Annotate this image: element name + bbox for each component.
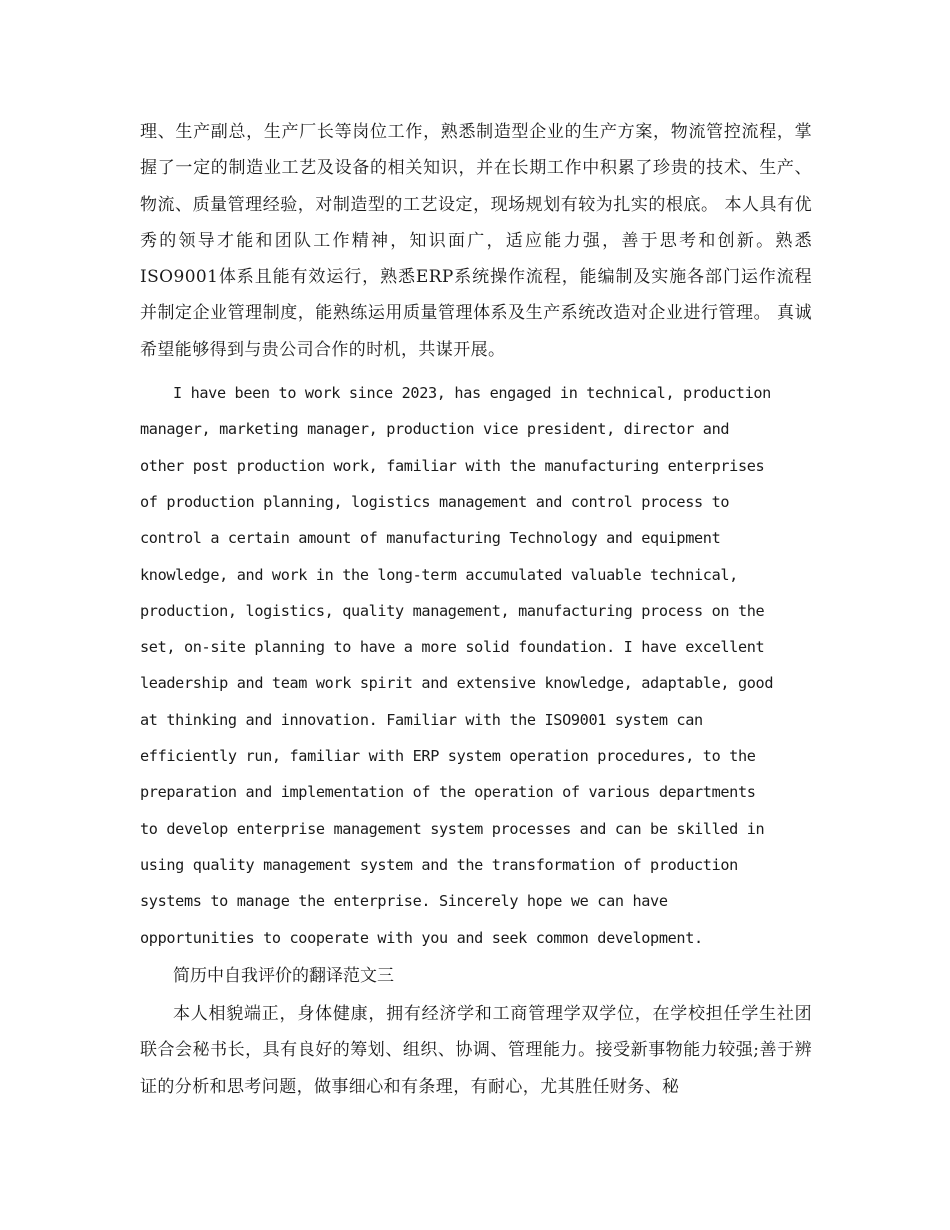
english-line: other post production work, familiar with the manufacturing enterprises [140,456,765,475]
section-heading: 简历中自我评价的翻译范文三 [173,965,394,986]
english-paragraph [140,375,812,956]
english-line: production, logistics, quality management, manufacturing process on the [140,601,765,620]
chinese-paragraph-continued: 理、生产副总，生产厂长等岗位工作，熟悉制造型企业的生产方案，物流管控流程，掌握了一定的制造业工艺及设备的相关知识，并在长期工作中积累了珍贵的技术、生产、物流、质量管理经验，对制造型的工艺设定，现场规划有较为扎实的根底。 本人具有优秀的领导才能和团队工作精神，知识面广，适应能力强，善于思考和创新。熟悉ISO9001体系且能有效运行，熟悉ERP系统操作流程，能编制及实施各部门运作流程并制定企业管理制度，能熟练运用质量管理体系及生产系统改造对企业进行管理。 真诚希望能够得到与贵公司合作的时机，共谋开展。 [140,122,812,360]
english-line: systems to manage the enterprise. Sincerely hope we can have [140,892,668,911]
english-line: to develop enterprise management system processes and can be skilled in [140,819,765,838]
english-line: of production planning, logistics management and control process to [140,492,730,511]
english-line: set, on-site planning to have a more solid foundation. I have excellent [140,638,765,657]
english-line: leadership and team work spirit and extensive knowledge, adaptable, good [140,674,774,693]
english-line: efficiently run, familiar with ERP system operation procedures, to the [140,747,756,766]
english-line: I have been to work since 2023, has engaged in technical, production [173,384,771,403]
document-page [140,114,812,1105]
english-line: preparation and implementation of the operation of various departments [140,783,756,802]
english-line: opportunities to cooperate with you and seek common development. [140,928,703,947]
english-line: knowledge, and work in the long-term accumulated valuable technical, [140,565,738,584]
english-line: using quality management system and the transformation of production [140,855,738,874]
english-line: at thinking and innovation. Familiar with the ISO9001 system can [140,710,703,729]
chinese-paragraph: 本人相貌端正，身体健康，拥有经济学和工商管理学双学位，在学校担任学生社团联合会秘书长，具有良好的筹划、组织、协调、管理能力。接受新事物能力较强;善于辨证的分析和思考问题，做事细心和有条理，有耐心，尤其胜任财务、秘 [140,1004,812,1097]
english-line: control a certain amount of manufacturing Technology and equipment [140,529,721,548]
english-line: manager, marketing manager, production vice president, director and [140,420,730,439]
